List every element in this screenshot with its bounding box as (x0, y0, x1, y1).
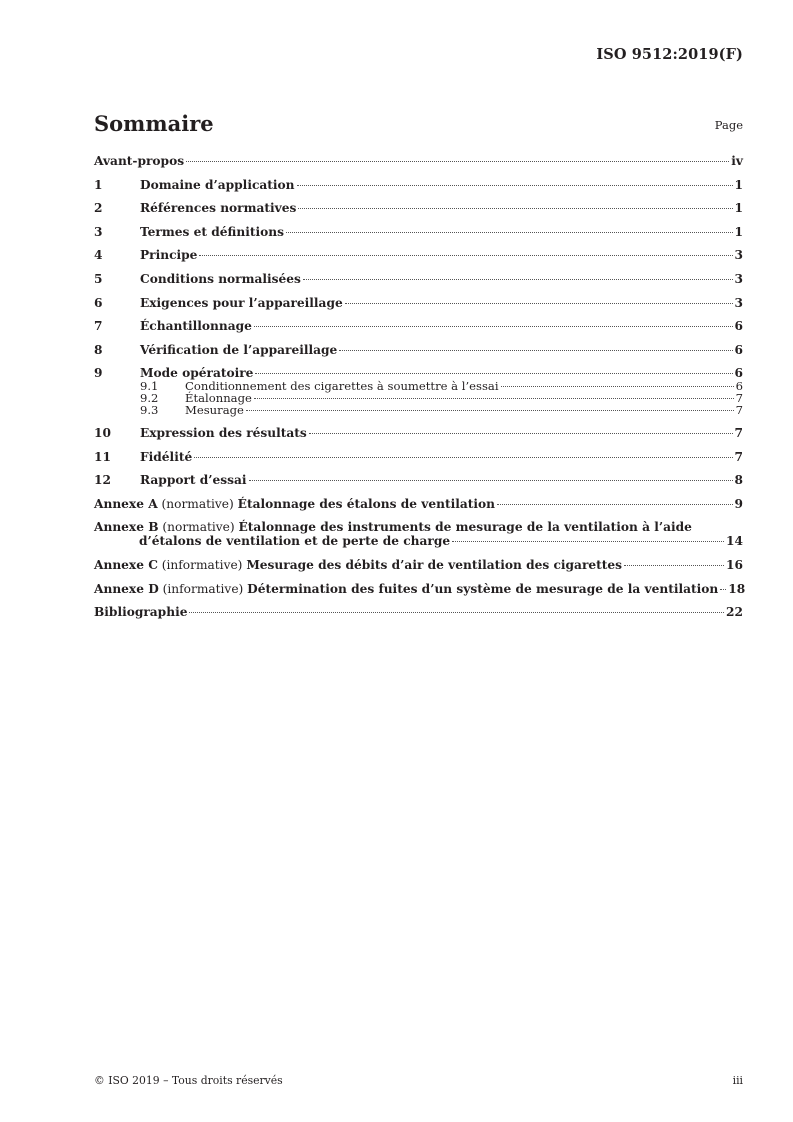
toc-entry-page: 7 (734, 425, 743, 440)
toc-entry-number: 2 (94, 201, 103, 216)
leader-dots (497, 504, 733, 505)
leader-dots (309, 433, 733, 434)
toc-entry-bibliography[interactable] (94, 605, 743, 619)
toc-entry-page: 6 (734, 366, 743, 381)
toc-entry-page: 8 (734, 473, 743, 488)
toc-entry-title: Domaine d’application (140, 177, 295, 192)
toc-entry-title: Principe (140, 248, 198, 263)
leader-dots (501, 386, 734, 387)
toc-entry-title: Fidélité (140, 449, 193, 464)
toc-entry-title: Mode opératoire (140, 366, 254, 381)
toc-entry-title: Mesurage (185, 403, 244, 418)
leader-dots (624, 565, 724, 566)
toc-entry-title: Rapport d’essai (140, 473, 247, 488)
toc-entry-page: 18 (728, 581, 746, 596)
toc-entry-page: 6 (735, 379, 743, 394)
leader-dots (452, 541, 724, 542)
toc-entry-title-continued: d’étalons de ventilation et de perte de charge (139, 534, 451, 549)
toc-entry-page: 7 (735, 391, 743, 406)
toc-entry-number: 3 (94, 224, 103, 239)
toc-entry-title: Détermination des fuites d’un système de mesurage de la ventilation (247, 581, 719, 596)
toc-entry-title: Échantillonnage (140, 319, 252, 334)
toc-entry-clause-12[interactable] (94, 473, 743, 487)
annex-type: (informative) (161, 557, 243, 572)
page-number: iii (732, 1074, 743, 1087)
leader-dots (254, 398, 734, 399)
toc-entry-title: Conditionnement des cigarettes à soumettre à l’essai (185, 379, 499, 394)
annex-type: (informative) (162, 581, 244, 596)
toc-entry-title: Vérification de l’appareillage (140, 342, 338, 357)
toc-entry-page: 3 (734, 295, 743, 310)
toc-entry-title: Avant-propos (94, 154, 185, 168)
toc-entry-title: Références normatives (140, 201, 297, 216)
toc-entry-page: 16 (726, 557, 743, 572)
toc-entry-page: 1 (734, 201, 743, 216)
leader-dots (254, 326, 733, 327)
leader-dots (246, 410, 734, 411)
table-of-contents (94, 154, 746, 629)
toc-entry-title: Étalonnage des étalons de ventilation (237, 496, 496, 511)
leader-dots (303, 279, 733, 280)
toc-entry-page: 22 (726, 605, 743, 620)
toc-entry-page: 6 (734, 342, 743, 357)
toc-entry-foreword[interactable] (94, 154, 743, 168)
toc-entry-clause-11[interactable] (94, 450, 743, 464)
toc-entry-number: 6 (94, 295, 103, 310)
toc-entry-number: 9.3 (140, 403, 159, 418)
toc-entry-number: 9.1 (140, 379, 159, 394)
toc-entry-page: 3 (734, 248, 743, 263)
toc-entry-title: Étalonnage des instruments de mesurage de la ventilation à l’aide (238, 520, 692, 535)
toc-entry-clause-1[interactable] (94, 178, 743, 192)
toc-entry-number: 11 (94, 449, 111, 464)
toc-entry-title: Exigences pour l’appareillage (140, 295, 343, 310)
toc-entry-title: Bibliographie (94, 605, 188, 620)
annex-label: Annexe A (94, 496, 158, 511)
toc-entry-clause-9[interactable] (94, 366, 743, 380)
toc-entry-clause-4[interactable] (94, 248, 743, 262)
leader-dots (199, 255, 732, 256)
annex-type: (normative) (161, 496, 234, 511)
leader-dots (720, 589, 726, 590)
toc-entry-number: 1 (94, 177, 103, 192)
toc-entry-page: 6 (734, 319, 743, 334)
annex-label: Annexe C (94, 557, 158, 572)
toc-entry-page: 9 (734, 496, 743, 511)
toc-entry-title: Termes et définitions (140, 224, 284, 239)
toc-entry-title: Étalonnage (185, 391, 252, 406)
leader-dots (186, 161, 729, 162)
leader-dots (189, 612, 724, 613)
toc-entry-page: 7 (735, 403, 743, 418)
toc-entry-number: 8 (94, 342, 103, 357)
toc-entry-number: 9 (94, 366, 103, 381)
toc-entry-page: 1 (734, 224, 743, 239)
toc-entry-clause-10[interactable] (94, 426, 743, 440)
toc-entry-clause-6[interactable] (94, 296, 743, 310)
leader-dots (298, 208, 732, 209)
toc-entry-annex-c[interactable] (94, 558, 743, 572)
toc-entry-number: 7 (94, 319, 103, 334)
page-column-label: Page (714, 118, 743, 132)
leader-dots (297, 185, 733, 186)
toc-entry-annex-a[interactable] (94, 497, 743, 511)
toc-entry-number: 10 (94, 425, 111, 440)
toc-entry-page: 14 (726, 534, 743, 549)
toc-entry-page: iv (731, 154, 743, 168)
leader-dots (286, 232, 733, 233)
toc-entry-number: 5 (94, 271, 103, 286)
document-id: ISO 9512:2019(F) (596, 46, 743, 63)
toc-entry-page: 3 (734, 271, 743, 286)
toc-entry-page: 7 (734, 449, 743, 464)
toc-entry-number: 9.2 (140, 391, 159, 406)
toc-entry-subclause-9-3[interactable] (94, 404, 743, 416)
toc-entry-annex-b[interactable] (94, 520, 743, 548)
toc-entry-number: 12 (94, 473, 111, 488)
copyright-notice: © ISO 2019 – Tous droits réservés (94, 1074, 283, 1087)
toc-entry-clause-3[interactable] (94, 225, 743, 239)
toc-entry-title: Mesurage des débits d’air de ventilation des cigarettes (246, 557, 623, 572)
toc-entry-number: 4 (94, 248, 103, 263)
toc-entry-clause-7[interactable] (94, 319, 743, 333)
leader-dots (255, 373, 732, 374)
annex-label: Annexe B (94, 520, 159, 535)
leader-dots (345, 303, 733, 304)
leader-dots (194, 457, 732, 458)
toc-heading: Sommaire (94, 111, 214, 136)
annex-label: Annexe D (94, 581, 159, 596)
leader-dots (339, 350, 732, 351)
toc-entry-annex-d[interactable] (94, 581, 746, 596)
leader-dots (249, 480, 733, 481)
toc-entry-clause-8[interactable] (94, 343, 743, 357)
annex-type: (normative) (162, 520, 235, 535)
toc-entry-page: 1 (734, 177, 743, 192)
toc-entry-clause-5[interactable] (94, 272, 743, 286)
toc-entry-clause-2[interactable] (94, 201, 743, 215)
toc-entry-title: Expression des résultats (140, 425, 307, 440)
toc-entry-title: Conditions normalisées (140, 271, 301, 286)
